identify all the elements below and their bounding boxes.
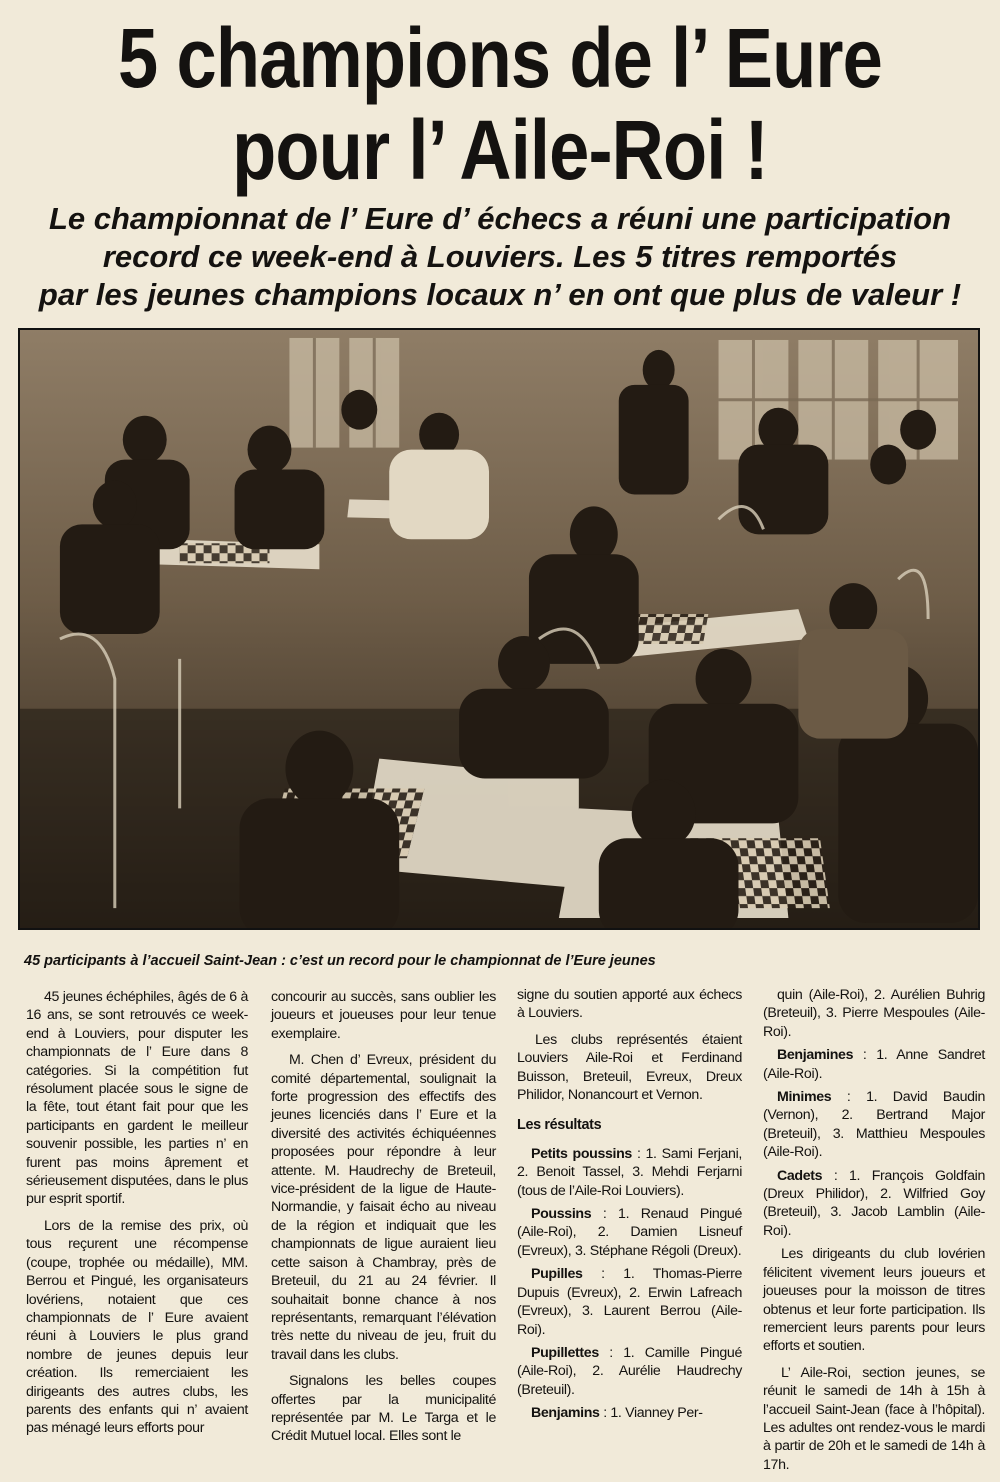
body-paragraph: Signalons les belles coupes offertes par la municipalité représentée par M. Le Targa et le Crédit Mutuel local. Elles sont le <box>271 1373 496 1445</box>
result-item <box>517 1205 742 1260</box>
chess-tournament-photo <box>18 328 980 930</box>
result-item <box>763 1167 985 1241</box>
result-text: : 1. Thomas-Pierre Dupuis (Evreux), 2. Erwin Lafreach (Evreux), 3. Laurent Berrou (Aile-Roi). <box>517 1266 742 1338</box>
body-paragraph: L’ Aile-Roi, section jeunes, se réunit le samedi de 14h à 15h à l’accueil Saint-Jean (face à l’hôpital). Les adultes ont rendez-vous le mardi à partir de 20h et le samedi de 14h à 17h. <box>763 1364 985 1473</box>
result-text: : 1. Sami Ferjani, 2. Benoit Tassel, 3. Mehdi Ferjarni (tous de l’Aile-Roi Louviers). <box>517 1145 742 1199</box>
article-column-2 <box>271 988 496 1454</box>
results-heading: Les résultats <box>517 1117 602 1134</box>
result-text: : 1. David Baudin (Vernon), 2. Bertrand Major (Breteuil), 3. Matthieu Mespoules (Aile-Roi). <box>763 1089 985 1161</box>
result-item <box>517 1265 742 1339</box>
headline <box>70 12 930 196</box>
result-item <box>517 1404 742 1422</box>
subheadline-line-1: Le championnat de l’ Eure d’ échecs a réuni une participation <box>48 201 952 236</box>
headline-line-2: pour l’ Aile-Roi ! <box>232 103 768 197</box>
headline-line-1: 5 champions de l’ Eure <box>118 11 882 105</box>
result-continuation: quin (Aile-Roi), 2. Aurélien Buhrig (Breteuil), 3. Pierre Mespoules (Aile-Roi). <box>763 987 985 1040</box>
body-paragraph: Les clubs représentés étaient Louviers Aile-Roi et Ferdinand Buisson, Breteuil, Evreux, Dreux Philidor, Nonancourt et Vernon. <box>517 1031 742 1104</box>
result-category: Poussins <box>531 1206 592 1223</box>
result-category: Cadets <box>777 1167 823 1184</box>
body-paragraph: Les dirigeants du club lovérien félicitent vivement leurs joueurs et joueuses pour la moisson de titres obtenus et leur forte participation. Ils remercient leurs parents pour leurs efforts et soutien. <box>763 1246 985 1355</box>
result-text: : 1. Camille Pingué (Aile-Roi), 2. Aurélie Haudrechy (Breteuil). <box>517 1344 742 1398</box>
body-paragraph: signe du soutien apporté aux échecs à Louviers. <box>517 987 742 1022</box>
result-text: : 1. François Goldfain (Dreux Philidor), 2. Wilfried Goy (Breteuil), 3. Jacob Lamblin (Aile-Roi). <box>763 1167 985 1239</box>
result-category: Pupillettes <box>531 1344 599 1361</box>
result-category: Pupilles <box>531 1266 583 1283</box>
result-item <box>517 1344 742 1399</box>
result-text: : 1. Vianney Per- <box>599 1405 703 1422</box>
result-item <box>517 1145 742 1200</box>
article-column-3 <box>517 986 742 1428</box>
photo-caption: 45 participants à l’accueil Saint-Jean : c’est un record pour le championnat de l’Eure jeunes <box>24 953 656 969</box>
article-column-1 <box>26 988 248 1446</box>
subheadline-line-2: record ce week-end à Louviers. Les 5 titres remportés <box>102 239 898 274</box>
result-text: : 1. Anne Sandret (Aile-Roi). <box>763 1047 985 1082</box>
result-text: : 1. Renaud Pingué (Aile-Roi), 2. Damien Lisneuf (Evreux), 3. Stéphane Régoli (Dreux). <box>517 1206 742 1259</box>
result-category: Benjamins <box>531 1405 600 1422</box>
result-category: Petits poussins <box>531 1145 632 1162</box>
body-paragraph: 45 jeunes échéphiles, âgés de 6 à 16 ans, se sont retrouvés ce week-end à Louviers, pour disputer les championnats de l’ Eure dans 8 catégories. Si la compétition fut résolument placée sous le signe de la fête, tout étant fait pour que les participants en gardent le meilleur souvenir possible, les parties n’ en furent pas moins âprement et sérieusement disputées, dans le plus pur esprit sportif. <box>26 989 248 1208</box>
result-item <box>763 1088 985 1162</box>
subheadline <box>0 200 1000 314</box>
result-category: Benjamines <box>777 1047 854 1064</box>
article-column-4 <box>763 986 985 1482</box>
photo-illustration <box>20 330 978 928</box>
body-paragraph: M. Chen d’ Evreux, président du comité départemental, soulignait la forte progression des effectifs des jeunes licenciés dans l’ Eure et la diversité des activités échiquéennes proposées pour répondre à leur attente. M. Haudrechy de Breteuil, vice-président de la ligue de Haute-Normandie, y faisait écho au niveau de la région et indiquait que les championnats de ligue auraient lieu cette saison à Chambray, près de Breteuil, du 21 au 24 février. Il souhaitait bonne chance à nos représentants, remarquant l’élévation très nette du niveau de jeu, fruit du travail dans les clubs. <box>271 1052 496 1363</box>
result-item <box>763 1046 985 1083</box>
subheadline-line-3: par les jeunes champions locaux n’ en ont que plus de valeur ! <box>38 277 962 312</box>
result-category: Minimes <box>777 1089 832 1106</box>
body-paragraph: concourir au succès, sans oublier les joueurs et joueuses pour leur tenue exemplaire. <box>271 989 496 1042</box>
body-paragraph: Lors de la remise des prix, où tous reçurent une récompense (coupe, trophée ou médaille), MM. Berrou et Pingué, les organisateurs lovériens, notaient que ces championnats de l’ Eure avaient réuni à Louviers le plus grand nombre de jeunes depuis leur création. Ils remerciaient les dirigeants des autres clubs, les parents des enfants qui n’ avaient pas ménagé leurs efforts pour <box>26 1217 248 1437</box>
